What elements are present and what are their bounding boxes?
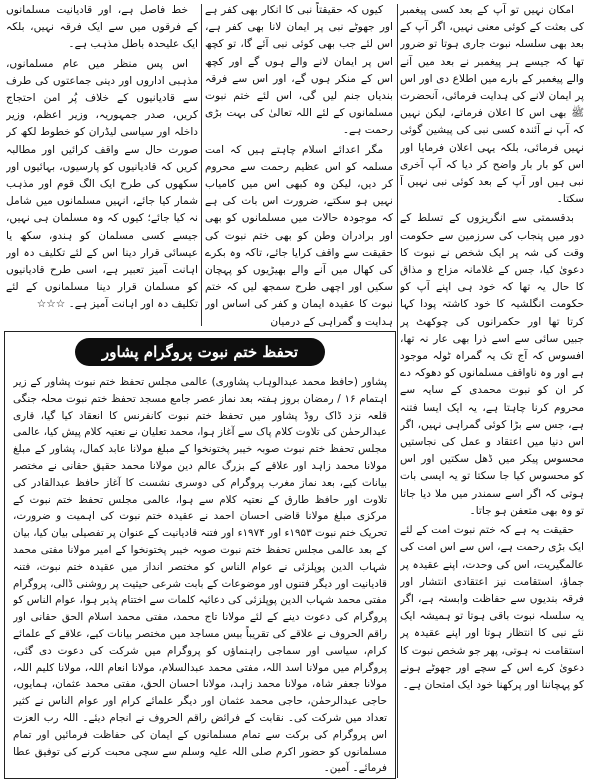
article-paragraph: اس پس منظر میں عام مسلمانوں، مذہبی اداروں اور دینی جماعتوں کی طرف سے قادیانیوں کے خلاف پُر امن احتجاج کریں، صدر جمہوریہ، وزیر اعظم، وزیر داخلہ اور سیاسی لیڈران کو خطوط لکھ کر صورت حال سے واقف کرائیں اور مطالبہ کریں کہ قادیانیوں کو پارسیوں، بہائیوں اور سکھوں کی طرح ایک الگ قوم اور مذہب شمار کیا جائے، انہیں مسلمانوں میں شامل نہ کیا جائے؛ کیوں کہ وہ مسلمان ہی نہیں، جیسے کسی مسلمان کو ہندو، سکھ یا عیسائی قرار دینا اس کے لئے تکلیف دہ اور اہانت آمیز تعبیر ہے، اسی طرح قادیانیوں کو مسلمان قرار دینا مسلمانوں کے لئے تکلیف دہ اور اہانت آمیز ہے۔ ☆☆☆ [6, 57, 198, 311]
article-paragraph: مگر اعدائے اسلام چاہتے ہیں کہ امت مسلمہ کو اس عظیم رحمت سے محروم کر دیں، لیکن وہ کبھی اس میں کامیاب نہیں ہو سکتے، ضرورت اس بات کی ہے کہ موجودہ حالات میں مسلمانوں کو بھی اور برادران وطن کو بھی ختم نبوت کی حقیقت سے واقف کرایا جائے، تاکہ وہ بکرے کی کھال میں آنے والے بھیڑیوں کو پہچان سکیں اور اچھی طرح سمجھ لیں کہ ختم نبوت کا عقیدہ ایمان و کفر کی اساس اور ہدایت و گمراہی کے درمیان [205, 143, 393, 327]
left-column [6, 2, 198, 327]
article-paragraph: خط فاصل ہے، اور قادیانیت مسلمانوں کے فرقوں میں سے ایک فرقہ نہیں، بلکہ ایک علیحدہ باطل مذہب ہے۔ [6, 4, 198, 51]
column-divider [397, 4, 398, 778]
article-paragraph: حقیقت یہ ہے کہ ختم نبوت امت کے لئے ایک بڑی رحمت ہے، اس سے اس امت کی عالمگیریت، اس کی وحدت، اپنے عقیدہ پر جماؤ، استقامت نیز اعتقادی انتشار اور فرقہ بندیوں سے حفاظت وابستہ ہے، اگر یہ سلسلہ نبوت باقی ہوتا تو ہمیشہ ایک نئے نبی کا انتظار ہوتا اور اپنے عقیدہ پر استقامت نہ ہوتی، پھر جو شخص نبوت کا دعویٰ کرے اس کے سچے اور جھوٹے ہونے کو پہچاننا اور پرکھنا خود ایک امتحان ہے۔ [400, 524, 584, 691]
article-paragraph: امکان نہیں تو آپ کے بعد کسی پیغمبر کی بعثت کے کوئی معنی نہیں، اگر آپ کے بعد بھی سلسلہ نبوت جاری ہوتا تو ضرور تھا کہ جیسے ہر پیغمبر نے بعد میں آنے والے پیغمبر کے بارے میں اطلاع دی اور اس پر ایمان لانے کی ہدایت فرمائی، آنحضرت ﷺ بھی اس کا اعلان فرماتے، لیکن نہیں کہ آپ نے آئندہ کسی نبی کی پیشین گوئی نہیں فرمائی، بلکہ یہی اعلان فرمایا اور اس کو بار بار واضح کر دیا کہ آپ آخری نبی ہیں اور آپ کے بعد کوئی نبی نہیں آ سکتا۔ [400, 4, 584, 206]
right-column [400, 2, 584, 778]
middle-column [205, 2, 393, 327]
article-paragraph: بدقسمتی سے انگریزوں کے تسلط کے دور میں پنجاب کی سرزمین سے حکومت وقت کی شہ پر ایک شخص نے نبوت کا دعویٰ کیا، جس کے غلامانہ مزاج و مذاق کا حال یہ تھا کہ خود ہی اپنے آپ کو حکومت انگلشیہ کا خود کاشتہ پودا کہا کرتا تھا اور حکمرانوں کی چوکھٹ پر جبیں سائی سے اسے ذرا بھی عار نہ تھا، افسوس کہ آج تک یہ گمراہ ٹولہ موجود ہے اور وہ ناواقف مسلمانوں کو دھوکہ دے کر ان کو نبوت محمدی کے سایہ سے محروم کرنا چاہتا ہے، یہ ایک ایسا فتنہ ہے، جس سے بڑا کوئی گمراہی نہیں، اگر اس دنیا میں اعتقاد و عمل کی نجاستیں محسوس پیکر میں ڈھل سکتیں اور اس کو محسوس کیا جا سکتا تو یہ ایسی بات ہوتی کہ اگر اسے سمندر میں ملا دیا جاتا تو وہ بھی متعفن ہو جاتا۔ [400, 212, 584, 517]
article-paragraph: کیوں کہ حقیقتاً نبی کا انکار بھی کفر ہے اور جھوٹے نبی پر ایمان لانا بھی کفر ہے، اس لئے جب بھی کوئی نبی آئے گا، تو کچھ اس پر ایمان لانے والے ہوں گے اور کچھ اس کے منکر ہوں گے، اور اس سے فرقہ بندیاں جنم لیں گی، اس لئے ختم نبوت مسلمانوں کے لئے اللہ تعالیٰ کی بہت بڑی رحمت ہے۔ [205, 4, 393, 137]
column-divider [201, 4, 202, 326]
news-report-box [4, 331, 396, 779]
report-body-text: پشاور (حافظ محمد عبدالوہاب پشاوری) عالمی مجلس تحفظ ختم نبوت پشاور کے زیر اہتمام ۱۶ / رمضان بروز ہفتہ بعد نماز عصر جامع مسجد تحفظ ختم نبوت محلہ جنگی قلعہ نزد ڈاک روڈ پشاور میں تحفظ ختم نبوت کانفرنس کا انعقاد کیا گیا، قاری عبدالرحمٰن کی تلاوت کلام پاک سے آغاز ہوا، محمد تعلیان نے نعتیہ کلام پیش کیا، عالمی مجلس تحفظ ختم نبوت صوبہ خیبر پختونخوا کے مبلغ مولانا عابد کمال، پشاور کے مبلغ مولانا محمد زاہد اور علاقے کے بزرگ عالم دین مولانا محمد حقیق حقانی نے مختصر بیانات کیے، بعد نماز مغرب پروگرام کی دوسری نشست کا آغاز حافظ عبدالقادر کی تلاوت اور حافظ طارق کے نعتیہ کلام سے ہوا، عالمی مجلس تحفظ ختم نبوت کے مرکزی مبلغ مولانا قاضی احسان احمد نے عقیدہ ختم نبوت کی اہمیت و ضرورت، تحریک ختم نبوت ۱۹۵۳ء اور ۱۹۷۴ء اور فتنہ قادیانیت کے عنوان پر تفصیلی بیان کیا، بیان کے بعد عالمی مجلس تحفظ ختم نبوت صوبہ خیبر پختونخوا کے امیر مولانا مفتی محمد شہاب الدین پوپلزئی نے عوام الناس کو مختصر انداز میں عقیدہ ختم نبوت، فتنہ قادیانیت اور دیگر فتنوں اور موضوعات کے بابت شرعی حیثیت پر روشنی ڈالی، پروگرام مفتی محمد شہاب الدین پوپلزئی کی دعائیہ کلمات سے اختتام پذیر ہوا، عوام الناس کو پروگرام کی دعوت دینے کے لئے مولانا تاج محمد، مفتی محمد اسلام الحق حقانی اور راقم الحروف نے علاقے کی تقریباً بیس مساجد میں مختصر بیانات کیے، علاقے کے علمائے کرام، سیاسی اور سماجی راہنماؤں کو پروگرام میں شرکت کی دعوت دی گئی، پروگرام میں مولانا اسد اللہ، مفتی محمد عبدالسلام، مولانا انعام اللہ، مولانا کلیم اللہ، مولانا جعفر شاہ، مولانا محمد زاہد، مولانا احسان الحق، مفتی محمد عثمان، ہمایوں، حاجی عبدالرحمٰن، حاجی محمد عثمان اور دیگر علمائے کرام اور عوام الناس نے کثیر تعداد میں شرکت کی۔ نقابت کے فرائض راقم الحروف نے انجام دیئے۔ اللہ رب العزت اس پروگرام کی برکت سے تمام مسلمانوں کے ایمان کی حفاظت فرمائیں اور تمام مسلمانوں کو حضور اکرم صلی اللہ علیہ وسلم سے سچی محبت کرنے کی توفیق عطا فرمائے۔ آمین۔ [13, 376, 387, 774]
report-heading-banner: تحفظ ختم نبوت پروگرام پشاور [75, 338, 325, 366]
